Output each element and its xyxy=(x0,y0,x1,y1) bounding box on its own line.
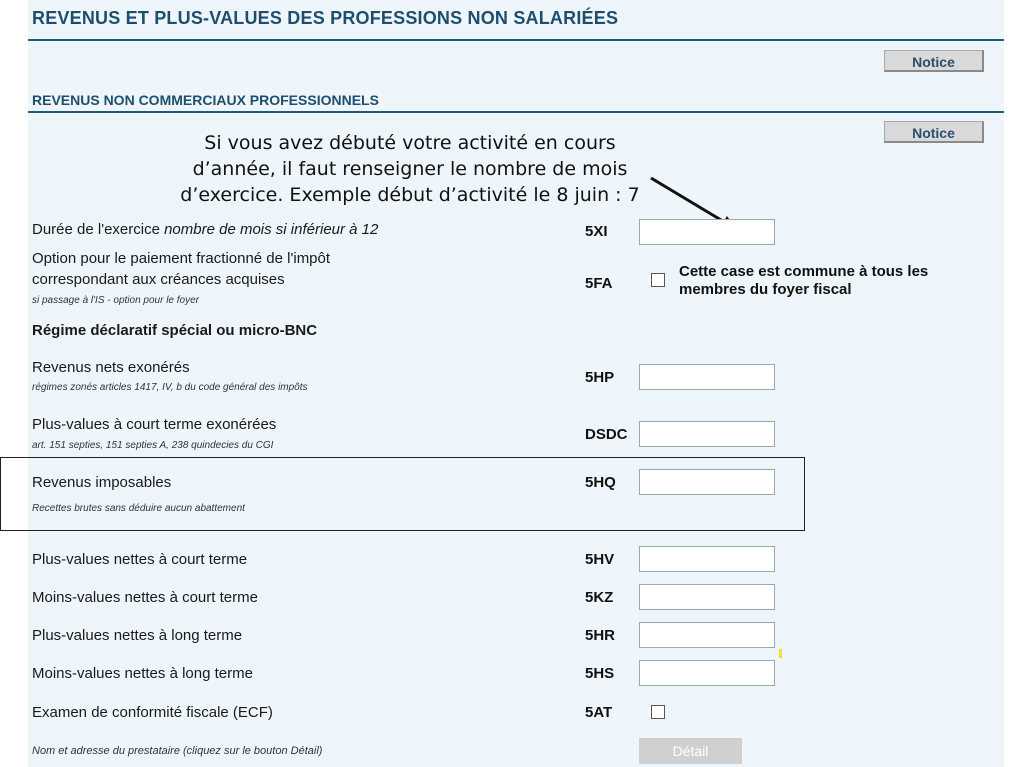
ecf-checkbox[interactable] xyxy=(651,705,665,719)
mv-lt-label: Moins-values nettes à long terme xyxy=(32,665,253,682)
exoneres-label: Revenus nets exonérés xyxy=(32,359,190,376)
imposables-code: 5HQ xyxy=(585,474,616,491)
ecf-code: 5AT xyxy=(585,704,613,721)
duree-code: 5XI xyxy=(585,223,608,240)
pv-exonerees-hint: art. 151 septies, 151 septies A, 238 quindecies du CGI xyxy=(32,440,274,451)
imposables-hint: Recettes brutes sans déduire aucun abattement xyxy=(32,503,245,514)
exoneres-input[interactable] xyxy=(639,364,775,390)
pv-ct-label: Plus-values nettes à court terme xyxy=(32,551,248,568)
option-checkbox[interactable] xyxy=(651,273,665,287)
yellow-marker xyxy=(779,649,782,658)
pv-lt-input[interactable] xyxy=(639,622,775,648)
prestataire-label: Nom et adresse du prestataire (cliquez sur le bouton Détail) xyxy=(32,745,323,757)
option-label-line2: correspondant aux créances acquises xyxy=(32,271,285,288)
imposables-input[interactable] xyxy=(639,469,775,495)
mv-lt-input[interactable] xyxy=(639,660,775,686)
pv-ct-code: 5HV xyxy=(585,551,615,568)
mv-ct-code: 5KZ xyxy=(585,589,614,606)
exoneres-code: 5HP xyxy=(585,369,615,386)
detail-button[interactable]: Détail xyxy=(639,738,742,764)
duree-label: Durée de l'exercice nombre de mois si inférieur à 12 xyxy=(32,221,379,238)
ecf-label: Examen de conformité fiscale (ECF) xyxy=(32,704,273,721)
regime-heading: Régime déclaratif spécial ou micro-BNC xyxy=(32,322,318,339)
section-title: REVENUS NON COMMERCIAUX PROFESSIONNELS xyxy=(32,92,379,108)
pv-lt-label: Plus-values nettes à long terme xyxy=(32,627,243,644)
mv-ct-input[interactable] xyxy=(639,584,775,610)
option-label-line1: Option pour le paiement fractionné de l'impôt xyxy=(32,250,331,267)
section-divider xyxy=(28,111,1004,113)
option-code: 5FA xyxy=(585,275,613,292)
mv-lt-code: 5HS xyxy=(585,665,615,682)
pv-exonerees-code: DSDC xyxy=(585,426,628,443)
exoneres-hint: régimes zonés articles 1417, IV, b du code général des impôts xyxy=(32,382,308,393)
pv-exonerees-label: Plus-values à court terme exonérées xyxy=(32,416,277,433)
annotation-note: Si vous avez débuté votre activité en cours d’année, il faut renseigner le nombre de mois d’exercice. Exemple début d’activité le 8 juin : 7 xyxy=(180,132,640,206)
pv-lt-code: 5HR xyxy=(585,627,616,644)
notice-button-section[interactable]: Notice xyxy=(884,121,984,143)
option-hint: si passage à l'IS - option pour le foyer xyxy=(32,295,200,306)
pv-exonerees-input[interactable] xyxy=(639,421,775,447)
notice-button-header[interactable]: Notice xyxy=(884,50,984,72)
imposables-label: Revenus imposables xyxy=(32,474,172,491)
duree-input[interactable] xyxy=(639,219,775,245)
common-note: Cette case est commune à tous les membres du foyer fiscal xyxy=(679,263,929,298)
page-title: REVENUS ET PLUS-VALUES DES PROFESSIONS NON SALARIÉES xyxy=(32,8,619,28)
mv-ct-label: Moins-values nettes à court terme xyxy=(32,589,258,606)
pv-ct-input[interactable] xyxy=(639,546,775,572)
title-divider xyxy=(28,39,1004,41)
